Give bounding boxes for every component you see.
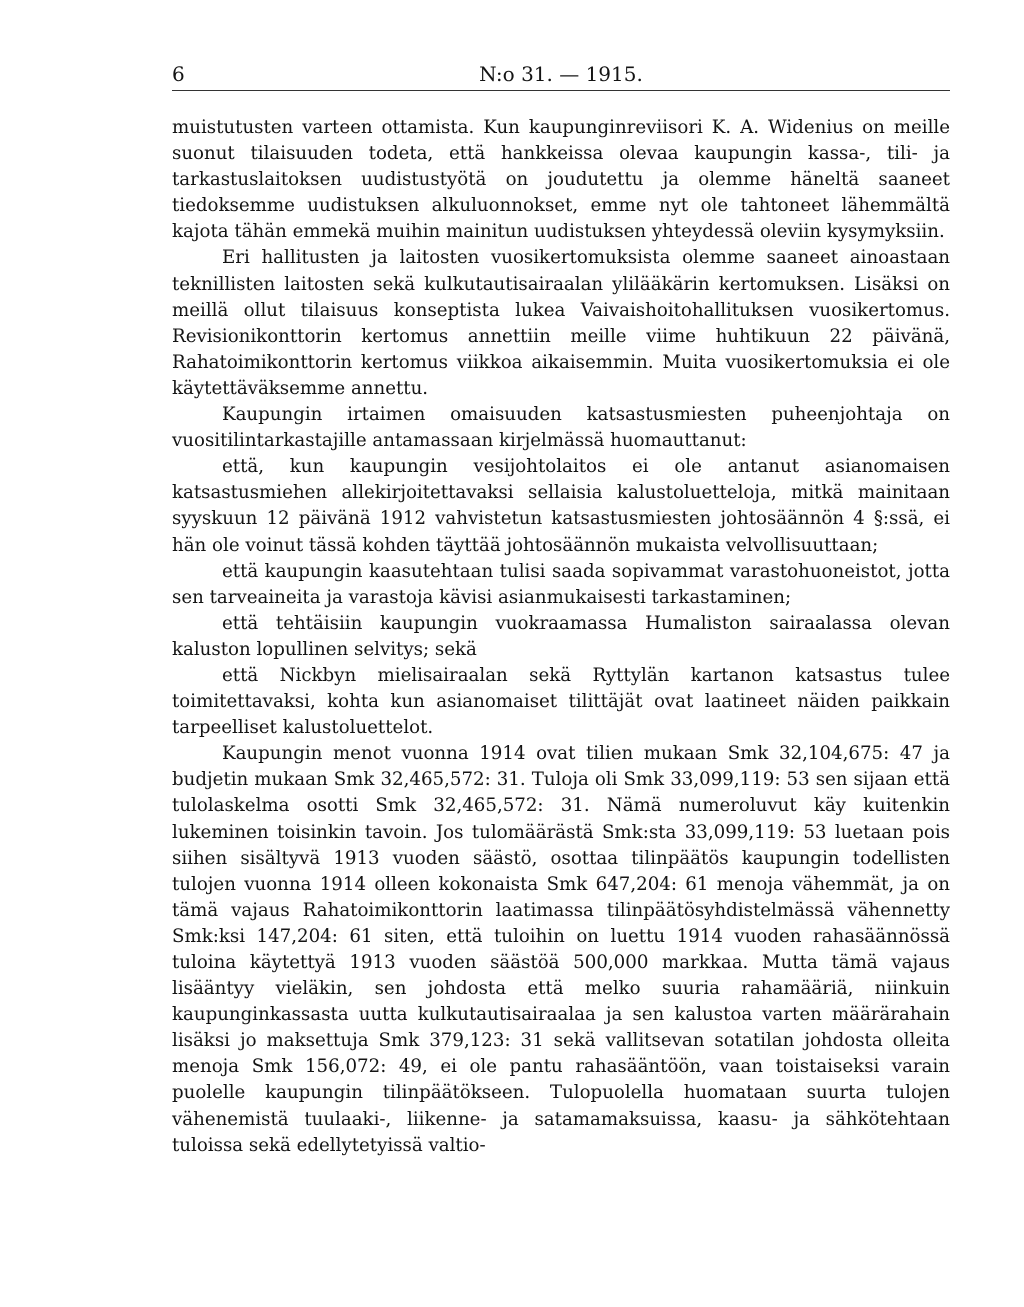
paragraph: muistutusten varteen ottamista. Kun kaupunginreviisori K. A. Widenius on meille suonut tilaisuuden todeta, että hankkeissa olevaa kaupungin kassa-, tili- ja tarkastuslaitoksen uudistustyötä on joudutettu ja olemme häneltä saaneet tiedoksemme uudistuksen alkuluonnokset, emme nyt ole tahtoneet lähemmältä kajota tähän emmekä muihin mainitun uudistuksen yhteydessä oleviin kysymyksiin. bbox=[172, 117, 950, 243]
paragraph: Eri hallitusten ja laitosten vuosikertomuksista olemme saaneet ainoastaan teknillisten laitosten sekä kulkutautisairaalan ylilääkärin kertomuksen. Lisäksi on meillä ollut tilaisuus konseptista lukea Vaivaishoitohallituksen vuosikertomus. Revisionikonttorin kertomus annettiin meille viime huhtikuun 22 päivänä, Rahatoimikonttorin kertomus viikkoa aikaisemmin. Muita vuosikertomuksia ei ole käytettäväksemme annettu. bbox=[172, 247, 950, 399]
list-item: että tehtäisiin kaupungin vuokraamassa Humaliston sairaalassa olevan kaluston lopullinen selvitys; sekä bbox=[172, 612, 950, 660]
paragraph: Kaupungin irtaimen omaisuuden katsastusmiesten puheenjohtaja on vuositilintarkastajille antamassaan kirjelmässä huomauttanut: bbox=[172, 404, 950, 452]
body-text bbox=[172, 115, 950, 1159]
list-item: että kaupungin kaasutehtaan tulisi saada sopivammat varastohuoneistot, jotta sen tarveaineita ja varastoja kävisi asianmukaisesti tarkastaminen; bbox=[172, 560, 950, 608]
list-item: että, kun kaupungin vesijohtolaitos ei ole antanut asianomaisen katsastusmiehen allekirjoitettavaksi sellaisia kalustoluetteloja, mitkä mainitaan syyskuun 12 päivänä 1912 vahvistetun katsastusmiesten johtosäännön 4 §:ssä, ei hän ole voinut tässä kohden täyttää johtosäännön mukaista velvollisuuttaan; bbox=[172, 456, 950, 556]
header-rule bbox=[172, 90, 950, 91]
page-header bbox=[172, 56, 950, 90]
paragraph: Kaupungin menot vuonna 1914 ovat tilien mukaan Smk 32,104,675: 47 ja budjetin mukaan Smk 32,465,572: 31. Tuloja oli Smk 33,099,119: 53 sen sijaan että tulolaskelma osotti Smk 32,465,572: 31. Nämä numeroluvut käy kuitenkin lukeminen toisinkin tavoin. Jos tulomäärästä Smk:sta 33,099,119: 53 luetaan pois siihen sisältyvä 1913 vuoden säästö, osottaa tilinpäätös kaupungin todellisten tulojen vuonna 1914 olleen kokonaista Smk 647,204: 61 menoja vähemmät, ja on tämä vajaus Rahatoimikonttorin laatimassa tilinpäätösyhdistelmässä vähennetty Smk:ksi 147,204: 61 siten, että tuloihin on luettu 1914 vuoden rahasäännössä tuloina käytettyä 1913 vuoden säästöä 500,000 markkaa. Mutta tämä vajaus lisääntyy vieläkin, sen johdosta että melko suuria rahamääriä, niinkuin kaupunginkassasta uutta kulkutautisairaalaa ja sen kalustoa varten määrärahain lisäksi jo maksettuja Smk 379,123: 31 sekä vallitsevan sotatilan johdosta olleita menoja Smk 156,072: 49, ei ole pantu rahasääntöön, vaan toistaiseksi varain puolelle kaupungin tilinpäätökseen. Tulopuolella huomataan suurta tulojen vähenemistä tuulaaki-, liikenne- ja satamamaksuissa, kaasu- ja sähkötehtaan tuloissa sekä edellytetyissä valtio- bbox=[172, 743, 950, 1156]
page-number: 6 bbox=[172, 62, 185, 86]
running-head: N:o 31. — 1915. bbox=[479, 62, 643, 86]
list-item: että Nickbyn mielisairaalan sekä Ryttylän kartanon katsastus tulee toimitettavaksi, kohta kun asianomaiset tilittäjät ovat laatineet näiden paikkain tarpeelliset kalustoluettelot. bbox=[172, 664, 950, 739]
